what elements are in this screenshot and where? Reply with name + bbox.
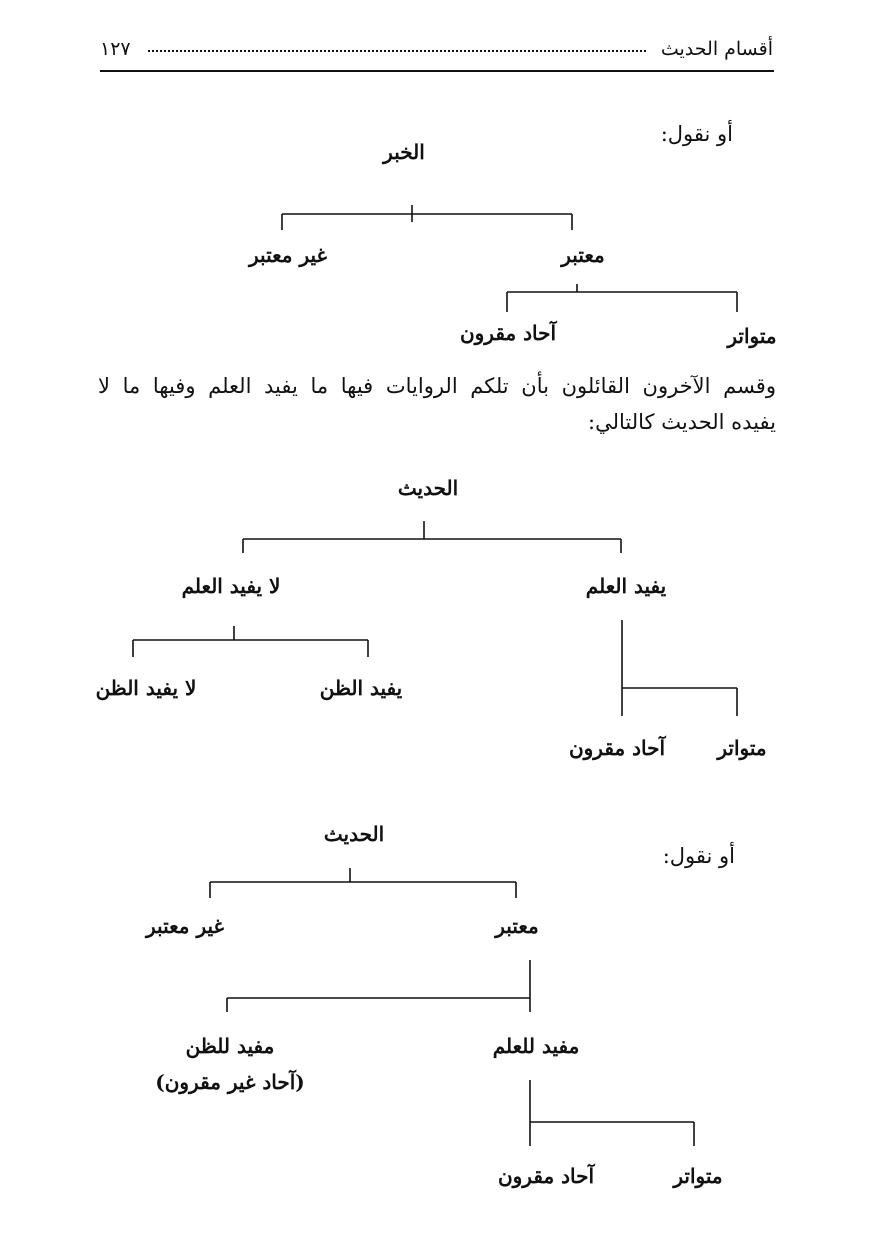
tree3-mid-left: مفيد للظن — [185, 1034, 275, 1058]
tree1-right-left: آحاد مقرون — [459, 321, 557, 345]
tree3-right: معتبر — [495, 914, 539, 938]
paragraph-line-1: وقسم الآخرون القائلون بأن تلكم الروايات فيها ما يفيد العلم وفيها ما لا — [98, 374, 776, 398]
tree3-root: الحديث — [323, 822, 385, 846]
tree3-left: غير معتبر — [146, 914, 224, 938]
tree2-left-left: لا يفيد الظن — [95, 676, 197, 700]
tree3-bottom-right: متواتر — [673, 1164, 723, 1188]
tree3-intro: أو نقول: — [662, 844, 735, 868]
tree3-bottom-left: آحاد مقرون — [497, 1164, 595, 1188]
tree2-left-right: يفيد الظن — [319, 676, 403, 700]
tree2-right-right: متواتر — [717, 736, 767, 760]
tree1-root: الخبر — [383, 140, 425, 164]
tree2-root: الحديث — [397, 476, 459, 500]
chapter-title: أقسام الحديث — [660, 38, 773, 60]
tree2-left: لا يفيد العلم — [181, 574, 281, 598]
page-number: ١٢٧ — [100, 38, 131, 60]
paragraph-line-2: يفيده الحديث كالتالي: — [588, 410, 776, 434]
body-paragraph — [98, 368, 776, 440]
tree2-right-left: آحاد مقرون — [568, 736, 666, 760]
tree1-right: معتبر — [561, 243, 605, 267]
tree2-right: يفيد العلم — [585, 574, 667, 598]
tree1-right-right: متواتر — [727, 324, 777, 348]
tree1-intro: أو نقول: — [660, 122, 733, 146]
tree3-mid-left-note: (آحاد غير مقرون) — [155, 1070, 305, 1094]
tree1-left: غير معتبر — [249, 243, 327, 267]
tree3-mid-right: مفيد للعلم — [492, 1034, 580, 1058]
